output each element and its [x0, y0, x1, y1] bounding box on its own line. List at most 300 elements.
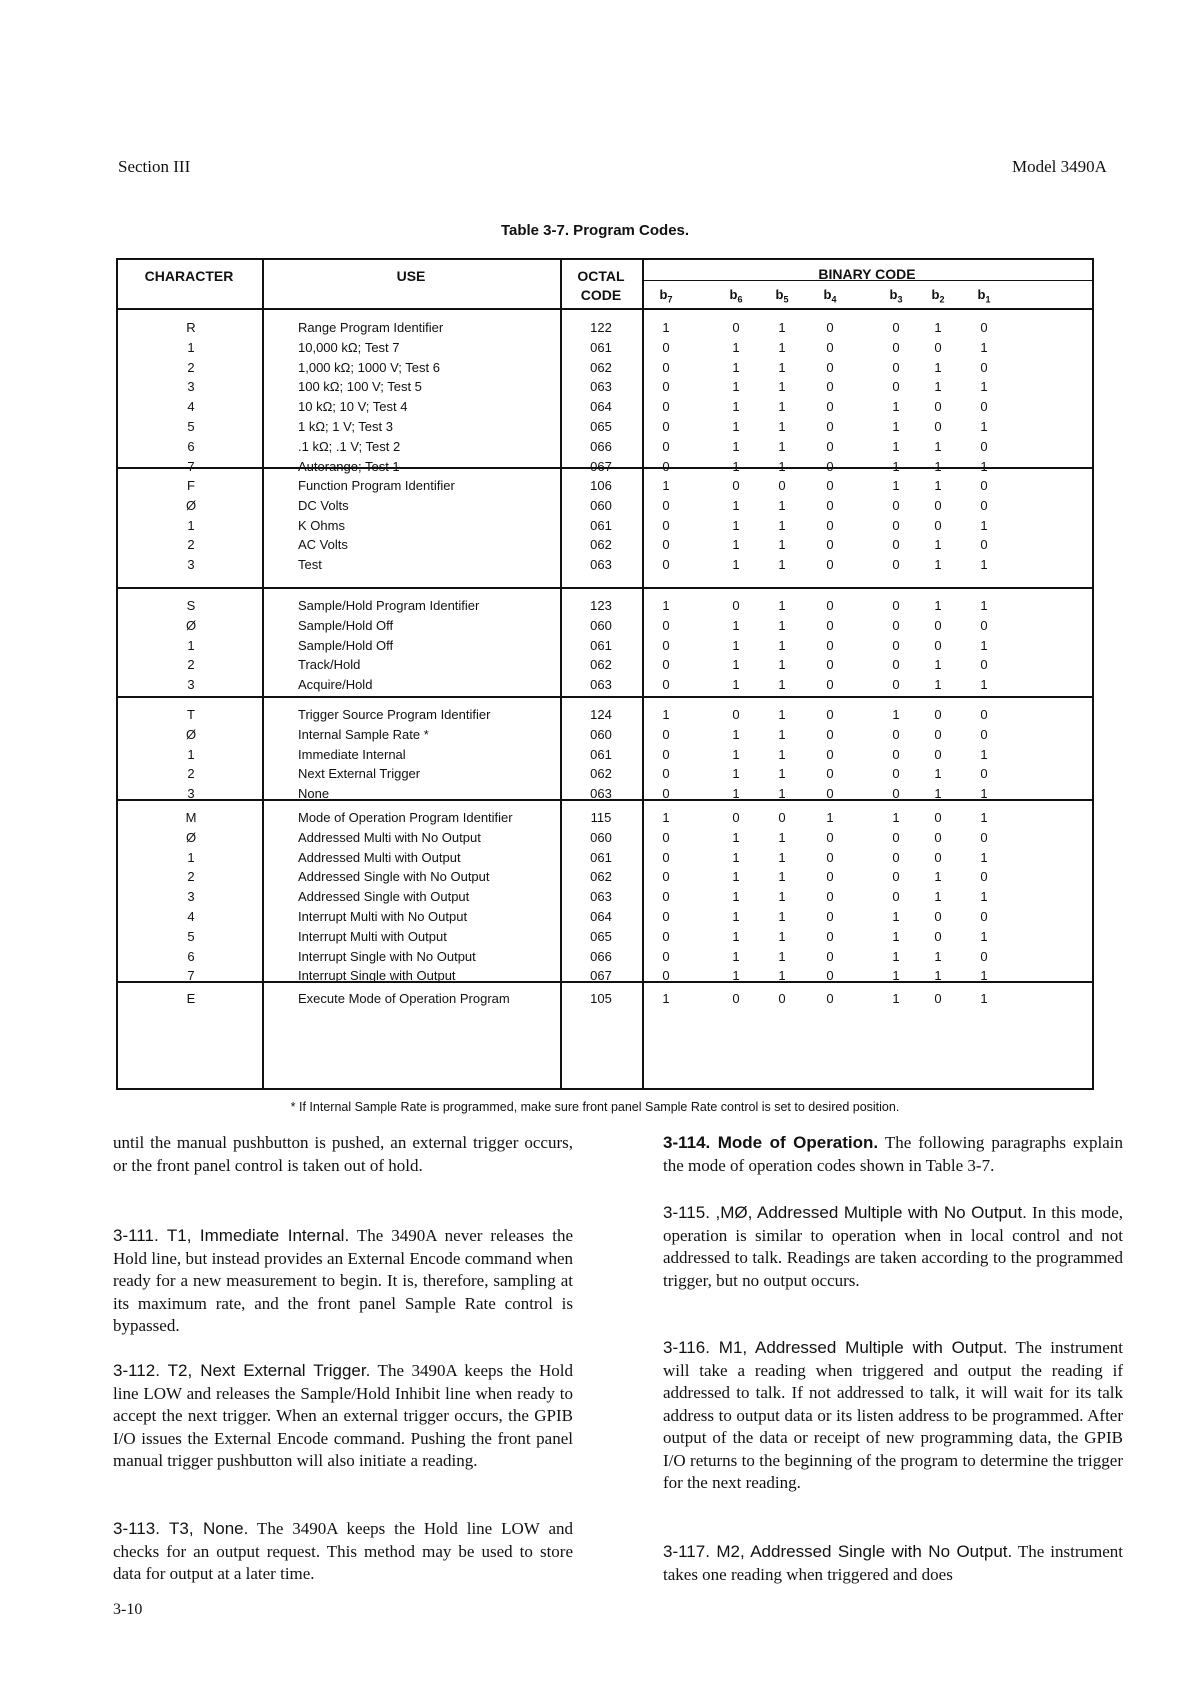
bit-cell: 1	[934, 889, 942, 905]
octal-cell: 067	[590, 968, 612, 984]
bit-cell: 1	[662, 991, 670, 1006]
bit-header: $b_4$	[823, 287, 837, 305]
bit-cell: 0	[934, 991, 942, 1006]
bit-cell: 1	[662, 810, 670, 825]
octal-cell: 062	[590, 766, 612, 782]
bit-cell: 0	[826, 537, 834, 553]
bit-cell: 0	[892, 379, 900, 395]
bit-cell: 1	[778, 339, 786, 355]
bit-header: $b_5$	[775, 287, 789, 305]
bit-cell: 0	[826, 849, 834, 865]
bit-cell: 1	[892, 968, 900, 984]
bit-cell: 1	[732, 419, 740, 434]
bit-cell: 1	[778, 948, 786, 964]
bit-cell: 1	[732, 677, 740, 693]
bit-cell: 0	[826, 458, 834, 474]
bit-cell: 0	[892, 726, 900, 742]
bit-cell: 1	[778, 497, 786, 513]
bit-cell: 0	[980, 657, 988, 673]
use-cell: 100 kΩ; 100 V; Test 5	[298, 379, 422, 395]
bit-cell: 1	[732, 399, 740, 415]
paragraph-3-115: 3-115. ,MØ, Addressed Multiple with No Output. In this mode, operation is similar to operation when in local control and not addressed to talk. Readings are taken according to the programmed trigger, but no output occurs.	[663, 1203, 1123, 1290]
bit-cell: 1	[980, 677, 988, 693]
bit-cell: 1	[892, 948, 900, 964]
octal-cell: 064	[590, 399, 612, 415]
bit-cell: 0	[662, 617, 670, 633]
bit-cell: 0	[934, 810, 942, 825]
bit-cell: 1	[778, 889, 786, 905]
bit-cell: 0	[934, 339, 942, 355]
octal-cell: 060	[590, 497, 612, 513]
octal-cell: 066	[590, 948, 612, 964]
col-header-octal: OCTAL	[577, 268, 625, 284]
character-cell: 3	[187, 379, 195, 395]
bit-cell: 0	[892, 598, 900, 613]
bit-cell: 1	[934, 379, 942, 395]
bit-cell: 0	[826, 657, 834, 673]
bit-cell: 1	[892, 438, 900, 454]
bit-cell: 0	[980, 537, 988, 553]
character-cell: 2	[187, 537, 195, 553]
bit-cell: 1	[980, 889, 988, 905]
character-cell: 1	[187, 517, 195, 533]
paragraph-3-111: 3-111. T1, Immediate Internal. The 3490A never releases the Hold line, but instead provides an External Encode command when ready for a new measurement to begin. It is, therefore, sampling at its maximum rate, and the front panel Sample Rate control is bypassed.	[113, 1226, 573, 1335]
bit-cell: 1	[778, 557, 786, 573]
bit-cell: 1	[826, 810, 834, 825]
character-cell: 1	[187, 339, 195, 355]
bit-cell: 1	[732, 637, 740, 653]
bit-cell: 1	[778, 968, 786, 984]
octal-cell: 067	[590, 458, 612, 474]
bit-cell: 1	[778, 829, 786, 845]
bit-cell: 0	[826, 707, 834, 722]
bit-cell: 1	[732, 617, 740, 633]
bit-cell: 1	[934, 948, 942, 964]
bit-cell: 1	[934, 766, 942, 782]
octal-cell: 063	[590, 677, 612, 693]
bit-cell: 0	[980, 726, 988, 742]
bit-cell: 0	[980, 438, 988, 454]
bit-cell: 1	[778, 746, 786, 762]
character-cell: 5	[187, 419, 195, 434]
bit-cell: 1	[980, 419, 988, 434]
use-cell: AC Volts	[298, 537, 348, 553]
bit-cell: 0	[892, 517, 900, 533]
paragraph-3-117: 3-117. M2, Addressed Single with No Output. The instrument takes one reading when triggered and does	[663, 1542, 1123, 1584]
bit-cell: 1	[732, 359, 740, 375]
use-cell: Addressed Multi with No Output	[298, 829, 481, 845]
use-cell: .1 kΩ; .1 V; Test 2	[298, 438, 401, 454]
bit-cell: 1	[778, 537, 786, 553]
bit-cell: 1	[980, 928, 988, 944]
bit-cell: 1	[934, 869, 942, 885]
bit-cell: 1	[732, 889, 740, 905]
character-cell: F	[187, 478, 195, 493]
bit-cell: 1	[980, 557, 988, 573]
character-cell: 3	[187, 889, 195, 905]
bit-cell: 1	[892, 419, 900, 434]
use-cell: None	[298, 786, 330, 802]
bit-cell: 1	[934, 359, 942, 375]
octal-cell: 124	[590, 707, 612, 722]
table-title: Table 3-7. Program Codes.	[500, 222, 690, 239]
bit-cell: 0	[662, 889, 670, 905]
bit-cell: 1	[778, 726, 786, 742]
bit-cell: 0	[662, 829, 670, 845]
bit-cell: 1	[980, 786, 988, 802]
bit-cell: 0	[980, 869, 988, 885]
octal-cell: 064	[590, 909, 612, 924]
bit-cell: 0	[934, 419, 942, 434]
octal-cell: 123	[590, 598, 612, 613]
bit-cell: 1	[980, 637, 988, 653]
character-cell: R	[186, 320, 196, 335]
paragraph-continued: until the manual pushbutton is pushed, an external trigger occurs, or the front panel control is taken out of hold.	[113, 1133, 573, 1175]
bit-cell: 0	[980, 320, 988, 335]
bit-cell: 1	[778, 379, 786, 395]
bit-cell: 1	[934, 478, 942, 493]
bit-cell: 1	[980, 810, 988, 825]
bit-cell: 0	[662, 766, 670, 782]
bit-cell: 0	[662, 786, 670, 802]
table-footnote: * If Internal Sample Rate is programmed, make sure front panel Sample Rate control is set to desired position.	[290, 1100, 900, 1114]
bit-cell: 1	[778, 419, 786, 434]
bit-cell: 1	[732, 968, 740, 984]
use-cell: K Ohms	[298, 517, 345, 533]
bit-cell: 0	[892, 849, 900, 865]
character-cell: Ø	[185, 726, 197, 742]
bit-cell: 1	[732, 438, 740, 454]
bit-cell: 0	[826, 869, 834, 885]
bit-cell: 0	[826, 557, 834, 573]
bit-cell: 1	[662, 320, 670, 335]
bit-cell: 1	[980, 991, 988, 1006]
bit-cell: 0	[826, 991, 834, 1006]
octal-cell: 060	[590, 726, 612, 742]
octal-cell: 061	[590, 339, 612, 355]
bit-cell: 1	[778, 359, 786, 375]
bit-cell: 1	[732, 909, 740, 924]
bit-cell: 0	[826, 320, 834, 335]
bit-cell: 0	[662, 557, 670, 573]
paragraph-3-114: 3-114. Mode of Operation. The following paragraphs explain the mode of operation codes shown in Table 3-7.	[663, 1133, 1123, 1175]
bit-cell: 1	[778, 766, 786, 782]
bit-cell: 0	[662, 497, 670, 513]
bit-cell: 0	[826, 948, 834, 964]
bit-cell: 1	[980, 339, 988, 355]
bit-cell: 0	[662, 928, 670, 944]
bit-cell: 1	[980, 746, 988, 762]
bit-cell: 1	[778, 458, 786, 474]
character-cell: 1	[187, 849, 195, 865]
bit-header: $b_3$	[889, 287, 903, 305]
bit-cell: 0	[826, 746, 834, 762]
bit-cell: 1	[778, 869, 786, 885]
use-cell: 10 kΩ; 10 V; Test 4	[298, 399, 408, 415]
bit-cell: 0	[662, 968, 670, 984]
bit-header: $b_6$	[729, 287, 743, 305]
bit-cell: 0	[934, 517, 942, 533]
octal-cell: 063	[590, 786, 612, 802]
bit-cell: 0	[980, 909, 988, 924]
bit-cell: 0	[662, 379, 670, 395]
character-cell: 2	[187, 766, 195, 782]
bit-cell: 0	[662, 909, 670, 924]
bit-cell: 1	[980, 849, 988, 865]
use-cell: Mode of Operation Program Identifier	[298, 810, 513, 825]
character-cell: M	[185, 810, 197, 825]
use-cell: Next External Trigger	[298, 766, 421, 782]
bit-cell: 0	[892, 786, 900, 802]
bit-cell: 1	[778, 657, 786, 673]
bit-cell: 0	[826, 889, 834, 905]
bit-cell: 1	[732, 339, 740, 355]
bit-cell: 1	[732, 657, 740, 673]
col-header-use: USE	[396, 268, 426, 284]
character-cell: 3	[187, 677, 195, 693]
bit-header: $b_7$	[659, 287, 673, 305]
bit-cell: 1	[732, 928, 740, 944]
col-header-character: CHARACTER	[144, 268, 234, 284]
bit-cell: 1	[778, 786, 786, 802]
bit-cell: 0	[934, 497, 942, 513]
octal-cell: 066	[590, 438, 612, 454]
paragraph-3-113: 3-113. T3, None. The 3490A keeps the Hold line LOW and checks for an output request. This method may be used to store data for output at a later time.	[113, 1519, 573, 1583]
bit-cell: 0	[892, 320, 900, 335]
use-cell: 1 kΩ; 1 V; Test 3	[298, 419, 393, 434]
use-cell: Range Program Identifier	[298, 320, 444, 335]
bit-cell: 0	[826, 617, 834, 633]
bit-cell: 0	[732, 598, 740, 613]
bit-cell: 0	[826, 968, 834, 984]
bit-cell: 1	[934, 438, 942, 454]
bit-cell: 0	[892, 637, 900, 653]
character-cell: 1	[187, 746, 195, 762]
bit-cell: 0	[826, 359, 834, 375]
octal-cell: 106	[590, 478, 612, 493]
bit-cell: 1	[934, 968, 942, 984]
bit-cell: 0	[892, 746, 900, 762]
bit-cell: 0	[892, 557, 900, 573]
use-cell: Autorange; Test 1	[298, 458, 400, 474]
character-cell: 4	[187, 399, 195, 415]
octal-cell: 060	[590, 829, 612, 845]
bit-cell: 1	[732, 726, 740, 742]
bit-cell: 0	[892, 617, 900, 633]
bit-cell: 1	[732, 746, 740, 762]
bit-cell: 1	[778, 677, 786, 693]
bit-cell: 1	[732, 786, 740, 802]
use-cell: Track/Hold	[298, 657, 361, 673]
bit-header: $b_2$	[931, 287, 945, 305]
col-header-code: CODE	[580, 287, 622, 303]
bit-cell: 0	[826, 517, 834, 533]
bit-cell: 0	[662, 948, 670, 964]
bit-cell: 1	[662, 598, 670, 613]
bit-cell: 0	[662, 399, 670, 415]
use-cell: Addressed Single with No Output	[298, 869, 490, 885]
bit-cell: 0	[892, 657, 900, 673]
bit-cell: 1	[662, 707, 670, 722]
octal-cell: 063	[590, 379, 612, 395]
octal-cell: 065	[590, 928, 612, 944]
bit-cell: 0	[662, 537, 670, 553]
bit-cell: 0	[980, 478, 988, 493]
character-cell: E	[186, 991, 196, 1006]
bit-cell: 1	[892, 909, 900, 924]
bit-cell: 1	[980, 517, 988, 533]
character-cell: Ø	[185, 497, 197, 513]
character-cell: 4	[187, 909, 195, 924]
use-cell: 1,000 kΩ; 1000 V; Test 6	[298, 359, 440, 375]
bit-cell: 0	[826, 829, 834, 845]
bit-cell: 1	[732, 497, 740, 513]
bit-cell: 0	[662, 517, 670, 533]
bit-cell: 0	[732, 991, 740, 1006]
bit-cell: 0	[980, 829, 988, 845]
bit-cell: 0	[662, 637, 670, 653]
bit-cell: 1	[892, 707, 900, 722]
bit-cell: 1	[980, 968, 988, 984]
bit-cell: 0	[732, 478, 740, 493]
section-label: Section III	[118, 157, 191, 176]
use-cell: Sample/Hold Off	[298, 637, 394, 653]
program-codes-table	[116, 258, 1094, 1090]
bit-cell: 1	[778, 617, 786, 633]
bit-cell: 1	[934, 786, 942, 802]
use-cell: Test	[298, 557, 322, 573]
character-cell: S	[186, 598, 196, 613]
use-cell: Interrupt Multi with Output	[298, 928, 447, 944]
bit-cell: 0	[662, 849, 670, 865]
bit-cell: 0	[778, 991, 786, 1006]
bit-cell: 0	[826, 677, 834, 693]
character-cell: 7	[187, 968, 195, 984]
bit-cell: 0	[662, 869, 670, 885]
bit-cell: 1	[732, 869, 740, 885]
bit-cell: 1	[934, 657, 942, 673]
character-cell: 3	[187, 557, 195, 573]
character-cell: 1	[187, 637, 195, 653]
bit-cell: 0	[892, 677, 900, 693]
bit-cell: 0	[980, 399, 988, 415]
octal-cell: 061	[590, 849, 612, 865]
character-cell: Ø	[185, 829, 197, 845]
bit-cell: 0	[662, 726, 670, 742]
bit-cell: 0	[778, 478, 786, 493]
use-cell: Sample/Hold Program Identifier	[298, 598, 480, 613]
octal-cell: 061	[590, 637, 612, 653]
bit-cell: 0	[662, 458, 670, 474]
bit-cell: 0	[980, 359, 988, 375]
bit-cell: 0	[934, 746, 942, 762]
character-cell: 6	[187, 438, 195, 454]
bit-cell: 1	[778, 928, 786, 944]
bit-cell: 1	[980, 458, 988, 474]
bit-cell: 0	[662, 746, 670, 762]
use-cell: DC Volts	[298, 497, 349, 513]
bit-cell: 0	[662, 419, 670, 434]
bit-cell: 0	[662, 359, 670, 375]
bit-cell: 1	[980, 598, 988, 613]
bit-cell: 1	[778, 517, 786, 533]
character-cell: 7	[187, 458, 195, 474]
use-cell: Immediate Internal	[298, 746, 406, 762]
bit-cell: 0	[732, 320, 740, 335]
bit-cell: 0	[826, 399, 834, 415]
bit-cell: 0	[934, 617, 942, 633]
use-cell: Acquire/Hold	[298, 677, 373, 693]
bit-cell: 1	[892, 810, 900, 825]
bit-cell: 0	[826, 419, 834, 434]
use-cell: Function Program Identifier	[298, 478, 455, 493]
bit-cell: 0	[826, 766, 834, 782]
bit-cell: 0	[892, 497, 900, 513]
use-cell: Interrupt Single with Output	[298, 968, 456, 984]
bit-cell: 1	[778, 399, 786, 415]
use-cell: Execute Mode of Operation Program	[298, 991, 510, 1006]
bit-cell: 1	[732, 458, 740, 474]
bit-cell: 0	[826, 909, 834, 924]
bit-cell: 1	[732, 557, 740, 573]
bit-cell: 0	[892, 537, 900, 553]
bit-cell: 1	[732, 829, 740, 845]
character-cell: T	[187, 707, 195, 722]
bit-cell: 1	[934, 537, 942, 553]
octal-cell: 122	[590, 320, 612, 335]
bit-cell: 1	[778, 707, 786, 722]
character-cell: 6	[187, 948, 195, 964]
character-cell: 2	[187, 359, 195, 375]
octal-cell: 062	[590, 537, 612, 553]
bit-cell: 1	[778, 849, 786, 865]
use-cell: Sample/Hold Off	[298, 617, 394, 633]
bit-cell: 0	[826, 637, 834, 653]
bit-cell: 0	[662, 657, 670, 673]
paragraph-3-112: 3-112. T2, Next External Trigger. The 3490A keeps the Hold line LOW and releases the Sample/Hold Inhibit line when ready to accept the next trigger. When an external trigger occurs, the GPIB I/O issues the External Encode command. Pushing the front panel manual trigger pushbutton will also initiate a reading.	[113, 1361, 574, 1470]
model-label: Model 3490A	[1012, 157, 1107, 176]
bit-cell: 1	[934, 598, 942, 613]
character-cell: Ø	[185, 617, 197, 633]
bit-cell: 0	[826, 379, 834, 395]
bit-cell: 1	[732, 517, 740, 533]
bit-cell: 0	[892, 766, 900, 782]
use-cell: Addressed Single with Output	[298, 889, 470, 905]
bit-cell: 0	[934, 637, 942, 653]
character-cell: 5	[187, 928, 195, 944]
character-cell: 2	[187, 657, 195, 673]
page-number: 3-10	[113, 1601, 143, 1618]
bit-cell: 1	[980, 379, 988, 395]
bit-cell: 0	[980, 497, 988, 513]
bit-cell: 0	[826, 598, 834, 613]
use-cell: 10,000 kΩ; Test 7	[298, 339, 400, 355]
bit-cell: 0	[892, 889, 900, 905]
octal-cell: 060	[590, 617, 612, 633]
bit-cell: 1	[934, 320, 942, 335]
bit-cell: 0	[662, 339, 670, 355]
bit-cell: 1	[892, 399, 900, 415]
octal-cell: 115	[590, 810, 612, 825]
character-cell: 3	[187, 786, 195, 802]
bit-cell: 1	[934, 458, 942, 474]
bit-cell: 0	[934, 707, 942, 722]
bit-cell: 1	[778, 909, 786, 924]
bit-cell: 0	[892, 869, 900, 885]
bit-header: $b_1$	[977, 287, 991, 305]
bit-cell: 1	[778, 438, 786, 454]
bit-cell: 0	[934, 399, 942, 415]
